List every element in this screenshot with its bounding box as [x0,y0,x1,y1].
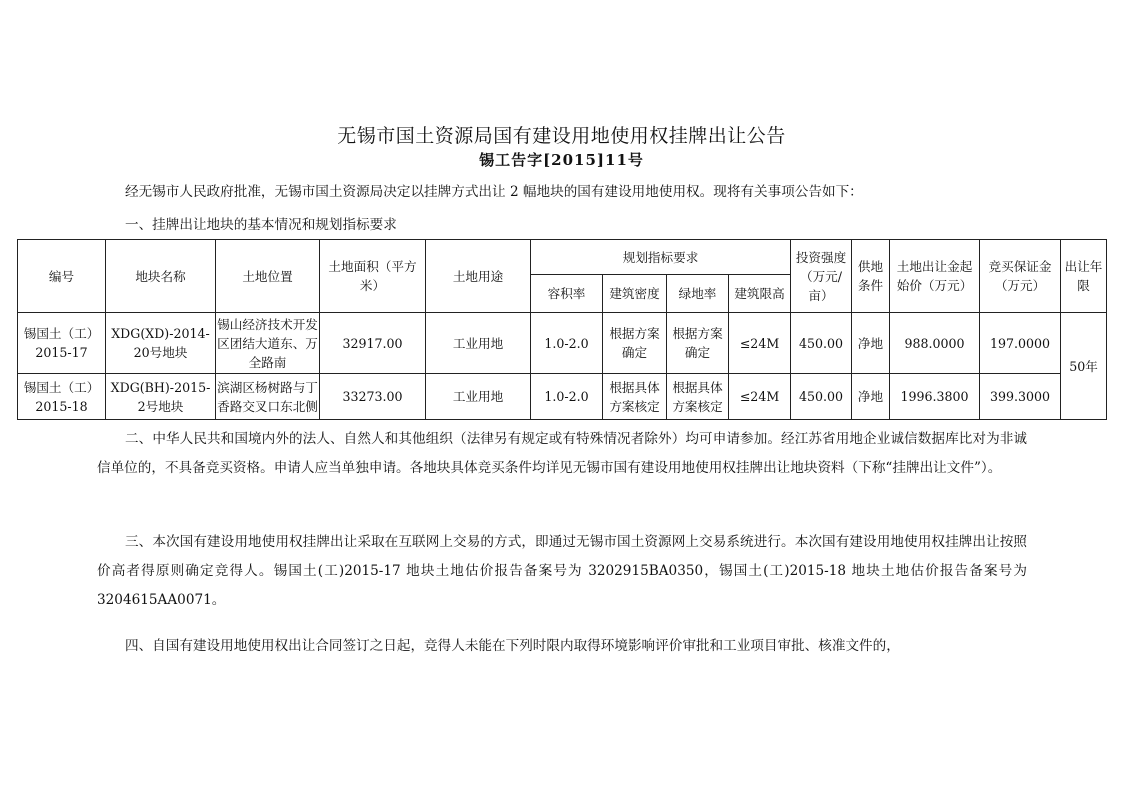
cell-supply: 净地 [852,313,890,374]
header-supply: 供地条件 [852,240,890,313]
cell-use: 工业用地 [426,374,531,420]
cell-density: 根据具体方案核定 [603,374,667,420]
header-planning-group: 规划指标要求 [531,240,791,275]
cell-green: 根据方案确定 [667,313,729,374]
cell-height: ≤24M [729,374,791,420]
header-density: 建筑密度 [603,275,667,313]
header-term: 出让年限 [1061,240,1107,313]
cell-far: 1.0-2.0 [531,374,603,420]
cell-location: 锡山经济技术开发区团结大道东、万全路南 [216,313,320,374]
cell-code: 锡国土（工）2015-17 [18,313,106,374]
cell-density: 根据方案确定 [603,313,667,374]
cell-green: 根据具体方案核定 [667,374,729,420]
header-start-price: 土地出让金起始价（万元） [890,240,980,313]
cell-code: 锡国土（工）2015-18 [18,374,106,420]
page-title: 无锡市国土资源局国有建设用地使用权挂牌出让公告 [337,125,786,147]
cell-use: 工业用地 [426,313,531,374]
cell-name: XDG(XD)-2014-20号地块 [106,313,216,374]
section4-paragraph: 四、自国有建设用地使用权出让合同签订之日起，竞得人未能在下列时限内取得环境影响评价审批和工业项目审批、核准文件的， [125,638,900,654]
cell-name: XDG(BH)-2015-2号地块 [106,374,216,420]
cell-height: ≤24M [729,313,791,374]
land-parcel-table [17,239,1107,420]
header-use: 土地用途 [426,240,531,313]
header-far: 容积率 [531,275,603,313]
document-number: 锡工告字[2015]11号 [479,151,644,169]
header-height: 建筑限高 [729,275,791,313]
table-row [18,374,1107,420]
table-row [18,313,1107,374]
header-location: 土地位置 [216,240,320,313]
header-green: 绿地率 [667,275,729,313]
cell-area: 33273.00 [320,374,426,420]
cell-deposit: 197.0000 [980,313,1061,374]
cell-area: 32917.00 [320,313,426,374]
cell-supply: 净地 [852,374,890,420]
cell-start-price: 1996.3800 [890,374,980,420]
section2-paragraph: 二、中华人民共和国境内外的法人、自然人和其他组织（法律另有规定或有特殊情况者除外）均可申请参加。经江苏省用地企业诚信数据库比对为非诚信单位的，不具备竞买资格。申请人应当单独申请。各地块具体竞买条件均详见无锡市国有建设用地使用权挂牌出让地块资料（下称“挂牌出让文件”）。 [97,431,1027,476]
header-code: 编号 [18,240,106,313]
header-area: 土地面积（平方米） [320,240,426,313]
cell-location: 滨湖区杨树路与丁香路交叉口东北侧 [216,374,320,420]
cell-start-price: 988.0000 [890,313,980,374]
cell-intensity: 450.00 [791,313,852,374]
header-name: 地块名称 [106,240,216,313]
cell-intensity: 450.00 [791,374,852,420]
cell-far: 1.0-2.0 [531,313,603,374]
intro-paragraph: 经无锡市人民政府批准，无锡市国土资源局决定以挂牌方式出让 2 幅地块的国有建设用地使用权。现将有关事项公告如下： [125,184,863,200]
section3-paragraph: 三、本次国有建设用地使用权挂牌出让采取在互联网上交易的方式，即通过无锡市国土资源网上交易系统进行。本次国有建设用地使用权挂牌出让按照价高者得原则确定竞得人。锡国土(工)2015-17 地块土地估价报告备案号为 3202915BA0350，锡国土(工)2015-18 地块土地估价报告备案号为 3204615AA0071。 [97,534,1027,608]
section1-heading: 一、挂牌出让地块的基本情况和规划指标要求 [125,217,397,233]
cell-term: 50年 [1061,313,1107,420]
header-deposit: 竞买保证金（万元） [980,240,1061,313]
cell-deposit: 399.3000 [980,374,1061,420]
header-intensity: 投资强度（万元/亩） [791,240,852,313]
